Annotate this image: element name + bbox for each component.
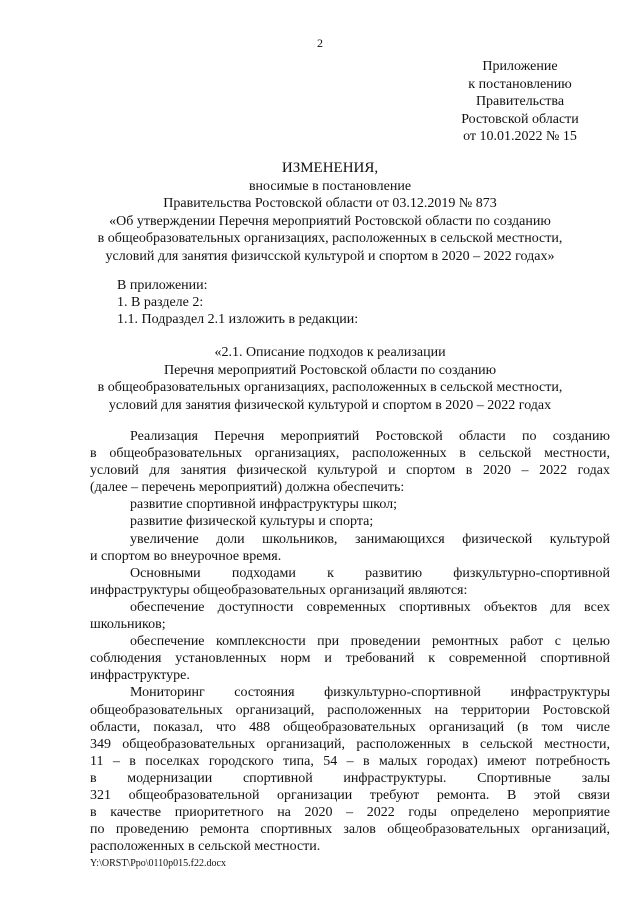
body-line: области, показал, что 488 общеобразовательных организаций (в том числе	[90, 719, 610, 735]
section-title	[60, 344, 600, 414]
section-title-line: Перечня мероприятий Ростовской области по созданию	[163, 362, 497, 378]
body-line: в качестве приоритетного на 2020 – 2022 годы определено мероприятие	[90, 805, 610, 821]
intro-line: 1. В разделе 2:	[117, 295, 204, 310]
title-heading: ИЗМЕНЕНИЯ,	[281, 160, 379, 176]
section-title-line: условий для занятия физической культурой и спортом в 2020 – 2022 годах	[108, 397, 552, 413]
body-line: 11 – в поселках городского типа, 54 – в малых городах) имеют потребность	[90, 753, 610, 769]
title-line: «Об утверждении Перечня мероприятий Ростовской области по созданию	[109, 213, 551, 229]
body-line: инфраструктуры общеобразовательных организаций являются:	[90, 582, 468, 598]
body-line: 321 общеобразовательной организации требуют ремонта. В этой связи	[90, 787, 610, 803]
intro-line: 1.1. Подраздел 2.1 изложить в редакции:	[117, 312, 359, 327]
intro-block	[117, 277, 358, 328]
body-line: Мониторинг состояния физкультурно-спортивной инфраструктуры	[130, 685, 610, 701]
body-line: обеспечение комплексности при проведении ремонтных работ с целью	[130, 634, 610, 650]
body-line: инфраструктуре.	[90, 668, 190, 684]
body-line: соблюдения установленных норм и требований к современной спортивной	[90, 651, 610, 667]
body-line: по проведению ремонта спортивных залов общеобразовательных организаций,	[90, 822, 610, 838]
section-title-line: в общеобразовательных организациях, расположенных в сельской местности,	[97, 380, 563, 395]
file-path-footer: Y:\ORST\Ppo\0110p015.f22.docx	[90, 858, 226, 869]
body-line: условий для занятия физической культурой и спортом в 2020 – 2022 годах	[90, 463, 610, 479]
title-line: Правительства Ростовской области от 03.12.2019 № 873	[163, 196, 497, 211]
body-line: в модернизации спортивной инфраструктуры. Спортивные залы	[90, 770, 610, 786]
body-line: и спортом во внеурочное время.	[90, 548, 282, 564]
body-line: 349 общеобразовательных организаций, расположенных в сельской местности,	[90, 736, 610, 752]
section-title-line: «2.1. Описание подходов к реализации	[214, 345, 446, 360]
body-line: обеспечение доступности современных спортивных объектов для всех	[130, 599, 610, 615]
document-title	[60, 160, 600, 265]
body-text	[90, 428, 610, 855]
appendix-line: к постановлению	[468, 76, 572, 92]
body-line: (далее – перечень мероприятий) должна обеспечить:	[90, 480, 405, 496]
body-line: Основными подходами к развитию физкультурно-спортивной	[130, 565, 610, 581]
appendix-line: Приложение	[482, 59, 558, 74]
body-line: в общеобразовательных организациях, расположенных в сельской местности,	[90, 446, 610, 462]
intro-line: В приложении:	[117, 278, 208, 293]
appendix-line: от 10.01.2022 № 15	[463, 129, 577, 144]
title-line: в общеобразовательных организациях, расположенных в сельской местности,	[97, 231, 563, 246]
body-line: Реализация Перечня мероприятий Ростовской области по созданию	[130, 429, 610, 444]
appendix-line: Ростовской области	[461, 111, 579, 127]
body-line: увеличение доли школьников, занимающихся физической культурой	[130, 531, 610, 547]
title-line: вносимые в постановление	[248, 178, 412, 194]
body-line: школьников;	[90, 617, 166, 633]
body-line: развитие спортивной инфраструктуры школ;	[130, 497, 398, 513]
body-line: общеобразовательных организаций, расположенных на территории Ростовской	[90, 702, 610, 718]
appendix-line: Правительства	[475, 94, 565, 109]
body-line: расположенных в сельской местности.	[90, 839, 321, 855]
title-line: условий для занятия физичсской культурой и спортом в 2020 – 2022 годах»	[105, 248, 555, 264]
page-number: 2	[317, 36, 323, 50]
body-line: развитие физической культуры и спорта;	[130, 514, 374, 530]
appendix-block	[440, 58, 600, 146]
